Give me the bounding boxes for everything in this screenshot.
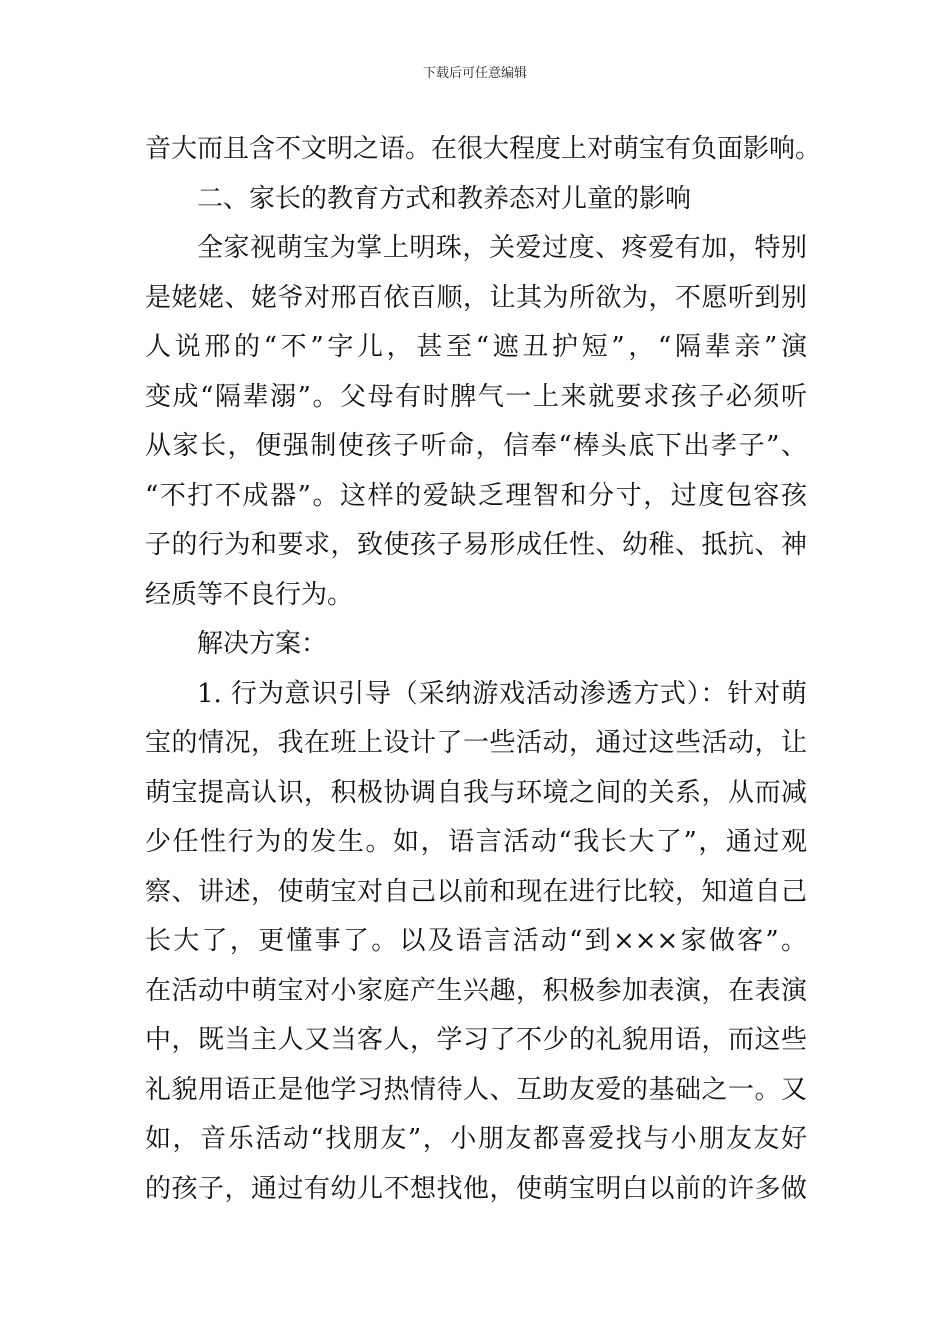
body-line: 音大而且含不文明之语。在很大程度上对萌宝有负面影响。	[145, 134, 822, 164]
body-line: 解决方案：	[197, 629, 328, 659]
body-line: 全家视萌宝为掌上明珠，关爱过度、疼爱有加，特别	[197, 233, 807, 263]
body-line: 经质等不良行为。	[145, 579, 354, 610]
body-line: 1. 行为意识引导（采纳游戏活动渗透方式）：针对萌	[197, 678, 807, 709]
document-body	[145, 125, 822, 1214]
body-line: 礼貌用语正是他学习热情待人、互助友爱的基础之一。又	[145, 1074, 807, 1105]
body-line: 人说邢的“不”字儿，甚至“遮丑护短”，“隔辈亲”演	[145, 332, 807, 362]
body-line: 萌宝提高认识，积极协调自我与环境之间的关系，从而减	[145, 777, 807, 808]
body-line: 宝的情况，我在班上设计了一些活动，通过这些活动，让	[145, 728, 807, 758]
body-line: 长大了，更懂事了。以及语言活动“到×××家做客”。	[145, 926, 807, 956]
body-line: 在活动中萌宝对小家庭产生兴趣，积极参加表演，在表演	[145, 975, 807, 1006]
body-line: 二、家长的教育方式和教养态对儿童的影响	[197, 183, 692, 214]
body-line: 中，既当主人又当客人，学习了不少的礼貌用语，而这些	[145, 1025, 807, 1055]
body-line: 是姥姥、姥爷对邢百依百顺，让其为所欲为，不愿听到别	[145, 282, 807, 313]
body-line: 变成“隔辈溺”。父母有时脾气一上来就要求孩子必须听	[145, 381, 807, 412]
page-header: 下载后可任意编辑	[422, 66, 527, 81]
body-line: 子的行为和要求，致使孩子易形成任性、幼稚、抵抗、神	[145, 530, 807, 560]
body-line: “不打不成器”。这样的爱缺乏理智和分寸，过度包容孩	[145, 480, 807, 511]
body-line: 察、讲述，使萌宝对自己以前和现在进行比较，知道自己	[145, 876, 807, 907]
body-line: 的孩子，通过有幼儿不想找他，使萌宝明白以前的许多做	[145, 1173, 807, 1204]
body-line: 如，音乐活动“找朋友”，小朋友都喜爱找与小朋友友好	[145, 1124, 807, 1154]
body-line: 少任性行为的发生。如，语言活动“我长大了”，通过观	[145, 827, 807, 857]
body-line: 从家长，便强制使孩子听命，信奉“棒头底下出孝子”、	[145, 431, 807, 461]
